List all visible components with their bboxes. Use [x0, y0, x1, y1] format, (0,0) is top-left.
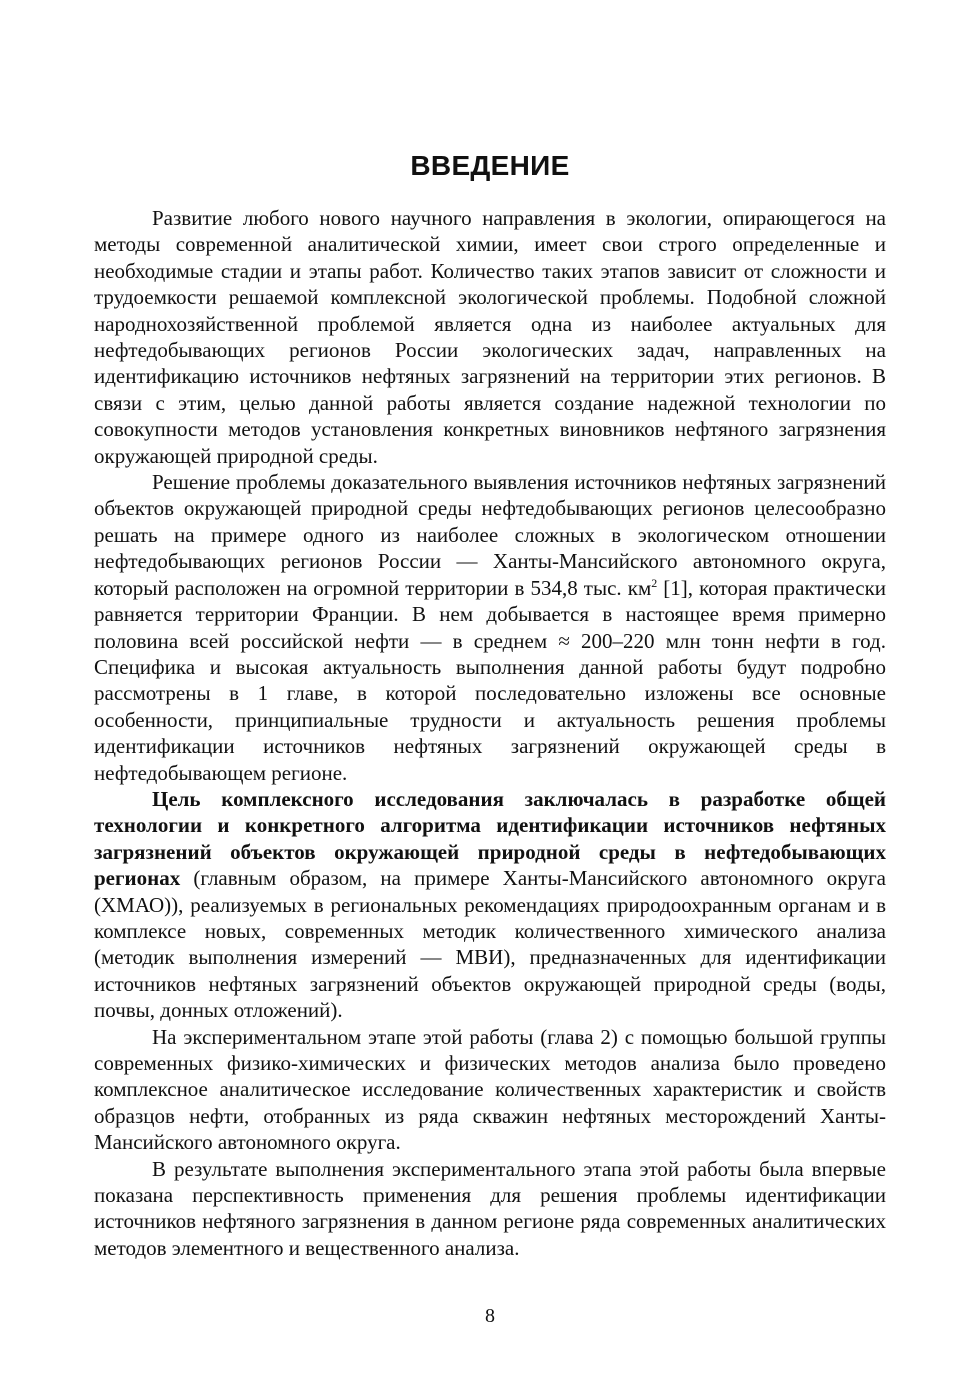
- superscript: 2: [651, 575, 658, 590]
- body-text: [94, 205, 886, 1261]
- paragraph-2-text-b: [1], которая практически равняется территории Франции. В нем добывается в настоящее время примерно половина всей российской нефти — в среднем ≈ 200–220 млн тонн нефти в год. Специфика и высокая актуальность выполнения данной работы будут подробно рассмотрены в 1 главе, в которой последовательно изложены все основные особенности, принципиальные трудности и актуальность решения проблемы идентификации источников нефтяных загрязнений окружающей среды в нефтедобывающем регионе.: [94, 575, 887, 785]
- paragraph-4: На экспериментальном этапе этой работы (глава 2) с помощью большой группы современных физико-химических и физических методов анализа было проведено комплексное аналитическое исследование количественных характеристик и свойств образцов нефти, отобранных из ряда скважин нефтяных месторождений Ханты-Мансийского автономного округа.: [94, 1024, 886, 1155]
- paragraph-2: [94, 469, 886, 786]
- paragraph-1: Развитие любого нового научного направления в экологии, опирающегося на методы современной аналитической химии, имеет свои строго определенные и необходимые стадии и этапы работ. Количество таких этапов зависит от сложности и трудоемкости решаемой комплексной экологической проблемы. Подобной сложной народнохозяйственной проблемой является одна из наиболее актуальных для нефтедобывающих регионов России экологических задач, направленных на идентификацию источников нефтяных загрязнений на территории этих регионов. В связи с этим, целью данной работы является создание надежной технологии по совокупности методов установления конкретных виновников нефтяного загрязнения окружающей природной среды.: [94, 206, 886, 468]
- paragraph-5: В результате выполнения экспериментального этапа этой работы была впервые показана перспективность применения для решения проблемы идентификации источников нефтяного загрязнения в данном регионе ряда современных аналитических методов элементного и вещественного анализа.: [94, 1156, 886, 1260]
- paragraph-2-text-a: Решение проблемы доказательного выявления источников нефтяных загрязнений объектов окружающей природной среды нефтедобывающих регионов целесообразно решать на примере одного из наиболее сложных в экологическом отношении нефтедобывающих регионов России — Ханты-Мансийского автономного округа, который расположен на огромной территории в 534,8 тыс. км: [94, 470, 886, 600]
- paragraph-3: [94, 786, 886, 1024]
- page-title: ВВЕДЕНИЕ: [410, 150, 570, 181]
- paragraph-3-text: (главным образом, на примере Ханты-Мансийского автономного округа (ХМАО)), реализуемых в региональных рекомендациях природоохранным органам и в комплексе новых, современных методик количественного химического анализа (методик выполнения измерений — МВИ), предназначенных для идентификации источников нефтяных загрязнений объектов окружающей природной среды (воды, почвы, донных отложений).: [94, 866, 886, 1023]
- page-number: 8: [485, 1305, 495, 1327]
- paragraph-3-bold: Цель комплексного исследования заключалась в разработке общей технологии и конкретного алгоритма идентификации источников нефтяных загрязнений объектов окружающей природной среды в нефтедобывающих регионах: [94, 786, 886, 891]
